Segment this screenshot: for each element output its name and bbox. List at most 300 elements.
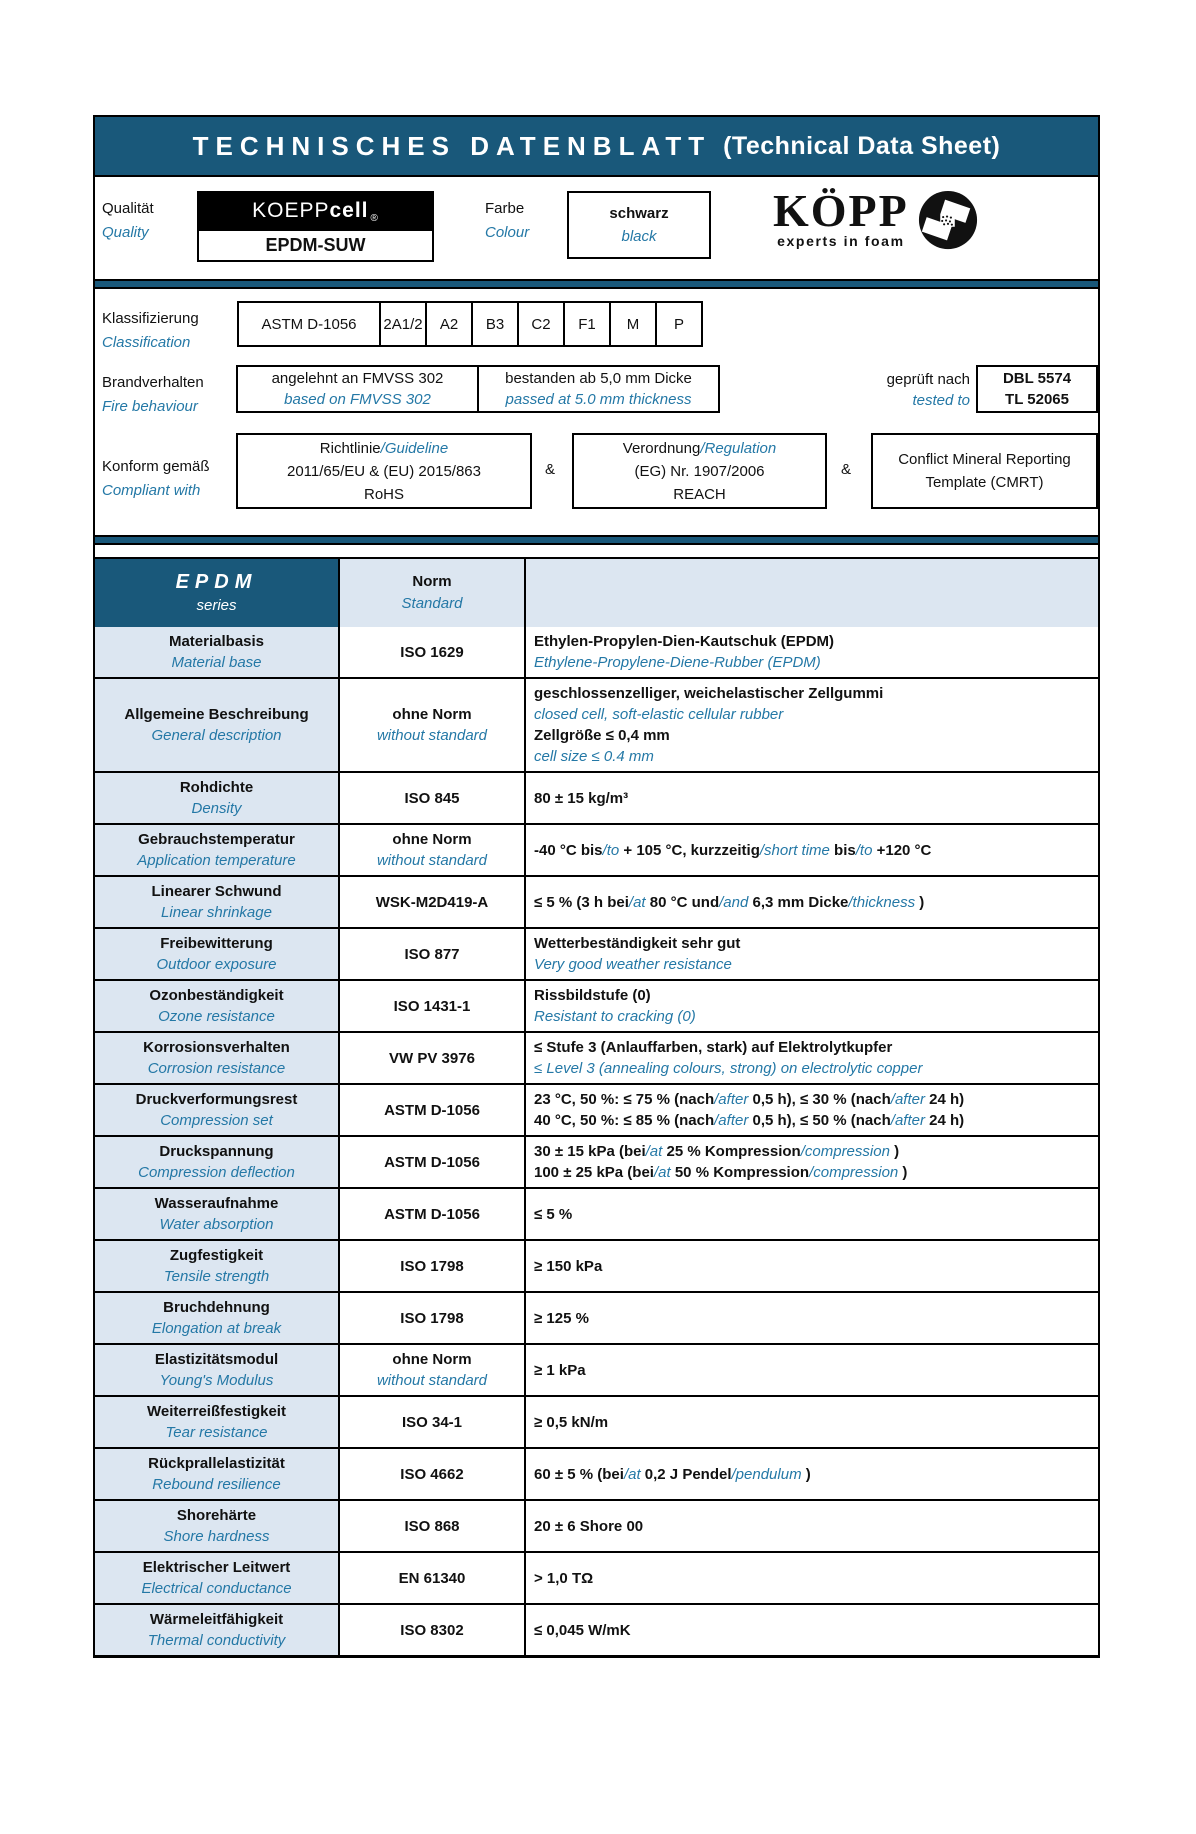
- value-text-run: 0,5 h), ≤ 50 % (nach: [748, 1112, 891, 1129]
- property-cell: [95, 1189, 340, 1239]
- value-line: [534, 704, 783, 725]
- value-line: [534, 1308, 589, 1329]
- value-text-run: /and: [719, 893, 749, 911]
- classification-row: [237, 301, 703, 347]
- value-line: [534, 1006, 696, 1027]
- value-text-run: -40 °C bis: [534, 841, 603, 859]
- norm-cell: [340, 1449, 526, 1499]
- colour-label-en: Colour: [485, 224, 530, 241]
- ampersand-2: &: [841, 461, 852, 478]
- value-cell: [526, 1553, 1098, 1603]
- value-line: [534, 933, 740, 954]
- table-row: [95, 1031, 1098, 1083]
- property-name-en: Application temperature: [137, 852, 296, 869]
- value-text-run: 6,3 mm Dicke: [748, 893, 849, 911]
- norm-cell: [340, 1137, 526, 1187]
- compliance-label: [102, 455, 210, 503]
- property-name-de: Elastizitätsmodul: [154, 1351, 279, 1368]
- cmrt-box: [871, 433, 1098, 509]
- property-name-en: Density: [191, 800, 242, 817]
- value-text-run: 50 % Kompression: [670, 1164, 810, 1181]
- classification-cell: ASTM D-1056: [261, 315, 357, 333]
- reach-line3: REACH: [673, 485, 726, 503]
- property-name-en: Water absorption: [159, 1216, 274, 1233]
- title-banner: [95, 117, 1098, 177]
- value-line: [534, 1256, 602, 1277]
- value-cell: [526, 1501, 1098, 1551]
- value-text-run: Zellgröße ≤ 0,4 mm: [534, 727, 670, 744]
- fire-behaviour-row: [236, 365, 720, 413]
- norm-line: [394, 996, 471, 1017]
- value-text-run: ASTM D-1056: [384, 1205, 480, 1223]
- value-line: [534, 725, 670, 746]
- value-text-run: ≤ 5 %: [534, 1205, 573, 1223]
- property-name-de: Shorehärte: [176, 1507, 257, 1524]
- property-name-de: Freibewitterung: [160, 935, 273, 952]
- property-cell: [95, 1033, 340, 1083]
- norm-line: [404, 944, 459, 965]
- value-text-run: /after: [890, 1112, 925, 1129]
- table-row: [95, 1135, 1098, 1187]
- value-cell: [526, 981, 1098, 1031]
- value-text-run: ASTM D-1056: [384, 1101, 480, 1119]
- value-cell: [526, 929, 1098, 979]
- value-text-run: ISO 1431-1: [393, 997, 471, 1015]
- value-line: [534, 1464, 811, 1485]
- property-cell: [95, 877, 340, 927]
- value-cell: [526, 1345, 1098, 1395]
- value-header-cell: [526, 559, 1098, 627]
- table-row: [95, 677, 1098, 771]
- cmrt-line1: Conflict Mineral Reporting: [898, 451, 1071, 468]
- property-name-de: Bruchdehnung: [163, 1299, 270, 1316]
- property-name-en: Young's Modulus: [159, 1372, 274, 1389]
- table-row: [95, 979, 1098, 1031]
- norm-cell: [340, 981, 526, 1031]
- property-name-de: Weiterreißfestigkeit: [147, 1403, 286, 1420]
- property-name-de: Allgemeine Beschreibung: [124, 706, 309, 723]
- koepp-logo-tagline: experts in foam: [777, 233, 905, 249]
- value-line: [534, 1141, 899, 1162]
- fire-method-de: angelehnt an FMVSS 302: [271, 370, 444, 387]
- classification-label-en: Classification: [102, 334, 191, 351]
- value-text-run: /after: [714, 1112, 749, 1129]
- rohs-box: [236, 433, 532, 509]
- tested-to-de: geprüft nach: [886, 371, 970, 388]
- value-text-run: VW PV 3976: [389, 1049, 475, 1067]
- property-cell: [95, 1605, 340, 1655]
- norm-line: [404, 788, 459, 809]
- norm-line: [400, 1308, 463, 1329]
- property-name-en: Rebound resilience: [152, 1476, 281, 1493]
- rohs-line1-de: Richtlinie: [319, 439, 381, 457]
- colour-value-box: [567, 191, 711, 259]
- tested-spec-2: TL 52065: [1005, 391, 1069, 408]
- value-cell: [526, 877, 1098, 927]
- table-row: [95, 1551, 1098, 1603]
- norm-line: [384, 1100, 480, 1121]
- value-line: [534, 1620, 631, 1641]
- norm-cell: [340, 627, 526, 677]
- value-text-run: ≤ Level 3 (annealing colours, strong) on electrolytic copper: [534, 1060, 923, 1077]
- value-text-run: Rissbildstufe (0): [534, 987, 651, 1004]
- value-text-run: ASTM D-1056: [384, 1153, 480, 1171]
- property-name-de: Linearer Schwund: [151, 883, 282, 900]
- reach-line2: (EG) Nr. 1907/2006: [634, 462, 765, 480]
- table-row: [95, 1239, 1098, 1291]
- brand-prefix: KOEPP: [252, 199, 330, 222]
- norm-line: [389, 1048, 475, 1069]
- value-cell: [526, 679, 1098, 771]
- norm-line: [404, 1516, 459, 1537]
- value-line: [534, 1162, 907, 1183]
- property-cell: [95, 1553, 340, 1603]
- property-name-de: Zugfestigkeit: [169, 1247, 264, 1264]
- brand-logo: [199, 193, 432, 229]
- norm-line: [400, 642, 463, 663]
- value-text-run: WSK-M2D419-A: [375, 893, 489, 911]
- norm-line: [384, 1204, 480, 1225]
- property-name-en: Thermal conductivity: [147, 1632, 286, 1649]
- table-row: [95, 927, 1098, 979]
- value-cell: [526, 627, 1098, 677]
- value-text-run: closed cell, soft-elastic cellular rubber: [534, 706, 784, 723]
- value-text-run: /at: [628, 893, 646, 911]
- value-text-run: 24 h): [924, 1091, 965, 1108]
- table-row: [95, 1083, 1098, 1135]
- property-name-en: Tear resistance: [165, 1424, 268, 1441]
- table-row: [95, 1603, 1098, 1655]
- koepp-emblem-icon: [917, 189, 979, 256]
- value-line: [534, 1058, 922, 1079]
- property-cell: [95, 1449, 340, 1499]
- property-cell: [95, 773, 340, 823]
- value-text-run: 20 ± 6 Shore 00: [534, 1517, 644, 1535]
- value-text-run: ≥ 0,5 kN/m: [534, 1413, 609, 1431]
- datasheet: [93, 115, 1100, 1658]
- property-name-de: Elektrischer Leitwert: [142, 1559, 291, 1576]
- value-cell: [526, 1605, 1098, 1655]
- compliance-label-de: Konform gemäß: [102, 458, 210, 475]
- norm-cell: [340, 1553, 526, 1603]
- property-cell: [95, 1085, 340, 1135]
- value-text-run: ≥ 125 %: [534, 1309, 589, 1327]
- value-text-run: /short time: [759, 841, 830, 859]
- value-line: [534, 1110, 964, 1131]
- norm-cell: [340, 929, 526, 979]
- norm-line: [392, 1349, 471, 1370]
- classification-cell: B3: [471, 303, 517, 345]
- value-text-run: ISO 1629: [400, 643, 464, 661]
- norm-line: [377, 1370, 487, 1391]
- value-text-run: 60 ± 5 % (bei: [534, 1465, 624, 1483]
- fire-result-en: passed at 5.0 mm thickness: [505, 391, 692, 408]
- fire-method-en: based on FMVSS 302: [284, 391, 431, 408]
- brand-box: [197, 191, 434, 262]
- classification-cell: P: [655, 303, 701, 345]
- value-line: [534, 683, 883, 704]
- certification-section: [95, 289, 1098, 535]
- property-name-de: Rückprallelastizität: [148, 1455, 285, 1472]
- property-name-en: Ozone resistance: [158, 1008, 275, 1025]
- property-cell: [95, 825, 340, 875]
- fire-behaviour-label-en: Fire behaviour: [102, 398, 198, 415]
- tested-spec-1: DBL 5574: [1002, 370, 1072, 387]
- value-text-run: Resistant to cracking (0): [534, 1008, 696, 1025]
- norm-cell: [340, 1033, 526, 1083]
- value-text-run: ISO 34-1: [401, 1413, 463, 1431]
- norm-cell: [340, 877, 526, 927]
- value-text-run: 0,5 h), ≤ 30 % (nach: [748, 1091, 891, 1108]
- value-text-run: /at: [623, 1465, 641, 1483]
- value-text-run: 25 % Kompression: [662, 1143, 801, 1160]
- value-line: [534, 1204, 572, 1225]
- value-text-run: Ethylene-Propylene-Diene-Rubber (EPDM): [534, 654, 821, 671]
- value-line: [534, 652, 821, 673]
- property-cell: [95, 1501, 340, 1551]
- table-row: [95, 771, 1098, 823]
- property-name-en: General description: [151, 727, 282, 744]
- property-name-de: Druckspannung: [159, 1143, 274, 1160]
- value-cell: [526, 1189, 1098, 1239]
- property-cell: [95, 981, 340, 1031]
- property-name-de: Wärmeleitfähigkeit: [149, 1611, 284, 1628]
- property-cell: [95, 1345, 340, 1395]
- value-text-run: bis: [829, 841, 856, 859]
- norm-line: [377, 725, 487, 746]
- value-text-run: 0,2 J Pendel: [640, 1465, 732, 1483]
- value-line: [534, 1360, 586, 1381]
- colour-label: [485, 197, 529, 245]
- value-text-run: Ethylen-Propylen-Dien-Kautschuk (EPDM): [534, 633, 835, 650]
- value-text-run: ISO 8302: [400, 1621, 464, 1639]
- value-cell: [526, 1033, 1098, 1083]
- value-line: [534, 1568, 593, 1589]
- value-text-run: /to: [855, 841, 873, 859]
- classification-cell: 2A1/2: [379, 303, 425, 345]
- fire-behaviour-label-de: Brandverhalten: [102, 374, 204, 391]
- value-text-run: +120 °C: [872, 841, 932, 859]
- colour-value-de: schwarz: [609, 205, 669, 222]
- property-cell: [95, 1397, 340, 1447]
- value-text-run: ≤ Stufe 3 (Anlauffarben, stark) auf Elektrolytkupfer: [534, 1039, 893, 1056]
- value-text-run: ohne Norm: [392, 1351, 472, 1368]
- value-text-run: ISO 4662: [400, 1465, 464, 1483]
- property-name-en: Tensile strength: [163, 1268, 270, 1285]
- value-text-run: Very good weather resistance: [534, 956, 732, 973]
- property-name-en: Outdoor exposure: [156, 956, 277, 973]
- property-name-de: Druckverformungsrest: [135, 1091, 298, 1108]
- value-text-run: 23 °C, 50 %: ≤ 75 % (nach: [534, 1091, 715, 1108]
- norm-line: [400, 1256, 463, 1277]
- value-cell: [526, 825, 1098, 875]
- norm-cell: [340, 1085, 526, 1135]
- value-text-run: 80 °C und: [645, 893, 720, 911]
- table-row: [95, 1187, 1098, 1239]
- reach-line1: [623, 437, 776, 460]
- property-name-de: Rohdichte: [179, 779, 254, 796]
- rohs-line1: [320, 437, 448, 460]
- classification-label: [102, 307, 199, 355]
- value-line: [534, 985, 651, 1006]
- value-text-run: ISO 845: [404, 789, 460, 807]
- value-text-run: ≥ 1 kPa: [534, 1361, 586, 1379]
- value-text-run: ISO 1798: [400, 1309, 464, 1327]
- value-text-run: ): [898, 1164, 908, 1181]
- tested-to-en: tested to: [912, 392, 970, 409]
- value-line: [534, 631, 834, 652]
- value-cell: [526, 1397, 1098, 1447]
- norm-line: [376, 892, 489, 913]
- norm-line: [399, 1568, 466, 1589]
- reach-line1-de: Verordnung: [622, 439, 701, 457]
- value-text-run: ISO 1798: [400, 1257, 464, 1275]
- value-text-run: without standard: [376, 727, 488, 744]
- norm-cell: [340, 1241, 526, 1291]
- property-name-en: Shore hardness: [163, 1528, 270, 1545]
- quality-label: [102, 197, 154, 245]
- cmrt-line2: Template (CMRT): [925, 474, 1044, 491]
- tested-specs-box: [976, 365, 1098, 413]
- value-line: [534, 840, 931, 861]
- colour-label-de: Farbe: [485, 200, 525, 217]
- property-cell: [95, 929, 340, 979]
- value-cell: [526, 1449, 1098, 1499]
- classification-cell: C2: [517, 303, 563, 345]
- norm-line: [384, 1152, 480, 1173]
- value-text-run: /compression: [800, 1143, 890, 1160]
- property-name-de: Ozonbeständigkeit: [149, 987, 284, 1004]
- property-name-en: Material base: [171, 654, 262, 671]
- table-row: [95, 1499, 1098, 1551]
- norm-line: [392, 704, 471, 725]
- title-german: TECHNISCHES DATENBLATT: [192, 130, 712, 161]
- rohs-line1-en: /Guideline: [380, 439, 449, 457]
- value-text-run: /pendulum: [731, 1465, 802, 1483]
- value-text-run: ISO 877: [404, 945, 460, 963]
- value-text-run: /at: [645, 1143, 663, 1160]
- property-cell: [95, 627, 340, 677]
- classification-cell: A2: [425, 303, 471, 345]
- series-header-cell: [95, 559, 340, 627]
- value-text-run: without standard: [376, 1372, 488, 1389]
- value-text-run: /thickness: [848, 893, 916, 911]
- value-text-run: /to: [602, 841, 620, 859]
- value-text-run: /compression: [809, 1164, 899, 1181]
- classification-cell: M: [609, 303, 655, 345]
- koepp-logo-text: [773, 187, 909, 249]
- value-text-run: ): [801, 1465, 811, 1483]
- value-text-run: ohne Norm: [392, 831, 472, 848]
- table-row: [95, 1291, 1098, 1343]
- norm-cell: [340, 825, 526, 875]
- rohs-line3: RoHS: [363, 485, 404, 503]
- colour-value-en: black: [621, 228, 657, 245]
- norm-cell: [340, 1189, 526, 1239]
- value-text-run: ohne Norm: [392, 706, 472, 723]
- property-name-en: Compression deflection: [138, 1164, 295, 1181]
- norm-subtitle: Standard: [401, 595, 463, 612]
- value-line: [534, 1089, 964, 1110]
- norm-cell: [340, 1293, 526, 1343]
- classification-label-de: Klassifizierung: [102, 310, 199, 327]
- compliance-label-en: Compliant with: [102, 482, 201, 499]
- property-name-de: Korrosionsverhalten: [143, 1039, 290, 1056]
- brand-suffix: cell: [329, 199, 369, 222]
- norm-cell: [340, 1501, 526, 1551]
- series-title: EPDM: [175, 571, 258, 593]
- norm-line: [400, 1620, 463, 1641]
- value-line: [534, 1037, 892, 1058]
- quality-label-en: Quality: [102, 224, 149, 241]
- property-name-en: Linear shrinkage: [161, 904, 272, 921]
- norm-line: [400, 1464, 463, 1485]
- property-name-en: Compression set: [160, 1112, 273, 1129]
- value-text-run: ≥ 150 kPa: [534, 1257, 603, 1275]
- value-line: [534, 746, 654, 767]
- value-cell: [526, 1137, 1098, 1187]
- value-text-run: /after: [714, 1091, 749, 1108]
- separator-bar-bottom: [95, 535, 1098, 545]
- fire-method-cell: [238, 367, 477, 411]
- norm-cell: [340, 1605, 526, 1655]
- property-name-en: Elongation at break: [151, 1320, 282, 1337]
- registered-mark: ®: [370, 213, 379, 224]
- value-text-run: /at: [653, 1164, 671, 1181]
- norm-line: [402, 1412, 462, 1433]
- ampersand-1: &: [545, 461, 556, 478]
- property-name-de: Wasseraufnahme: [154, 1195, 279, 1212]
- gap-strip: [93, 545, 1100, 557]
- koepp-logo: [773, 187, 1093, 256]
- value-cell: [526, 1085, 1098, 1135]
- header-frame: [93, 115, 1100, 545]
- reach-box: [572, 433, 827, 509]
- quality-label-de: Qualität: [102, 200, 154, 217]
- value-line: [534, 1516, 643, 1537]
- value-text-run: EN 61340: [398, 1569, 466, 1587]
- norm-title: Norm: [412, 573, 452, 590]
- value-text-run: /after: [890, 1091, 925, 1108]
- property-name-de: Gebrauchstemperatur: [138, 831, 295, 848]
- norm-cell: [340, 773, 526, 823]
- property-cell: [95, 1137, 340, 1187]
- value-text-run: + 105 °C, kurzzeitig: [619, 841, 760, 859]
- norm-header-cell: [340, 559, 526, 627]
- table-row: [95, 875, 1098, 927]
- norm-line: [377, 850, 487, 871]
- property-cell: [95, 679, 340, 771]
- table-row: [95, 627, 1098, 677]
- value-line: [534, 954, 732, 975]
- norm-cell: [340, 1397, 526, 1447]
- norm-line: [392, 829, 471, 850]
- value-text-run: ≤ 5 % (3 h bei: [534, 893, 629, 911]
- series-subtitle: series: [196, 597, 237, 614]
- table-header-row: [95, 559, 1098, 627]
- norm-cell: [340, 679, 526, 771]
- value-cell: [526, 1293, 1098, 1343]
- value-line: [534, 788, 628, 809]
- classification-cell: F1: [563, 303, 609, 345]
- property-cell: [95, 1293, 340, 1343]
- title-english: (Technical Data Sheet): [723, 131, 1001, 160]
- reach-line1-en: /Regulation: [700, 439, 777, 457]
- norm-cell: [340, 1345, 526, 1395]
- value-text-run: ): [889, 1143, 900, 1160]
- value-text-run: 80 ± 15 kg/m³: [534, 789, 629, 807]
- value-cell: [526, 773, 1098, 823]
